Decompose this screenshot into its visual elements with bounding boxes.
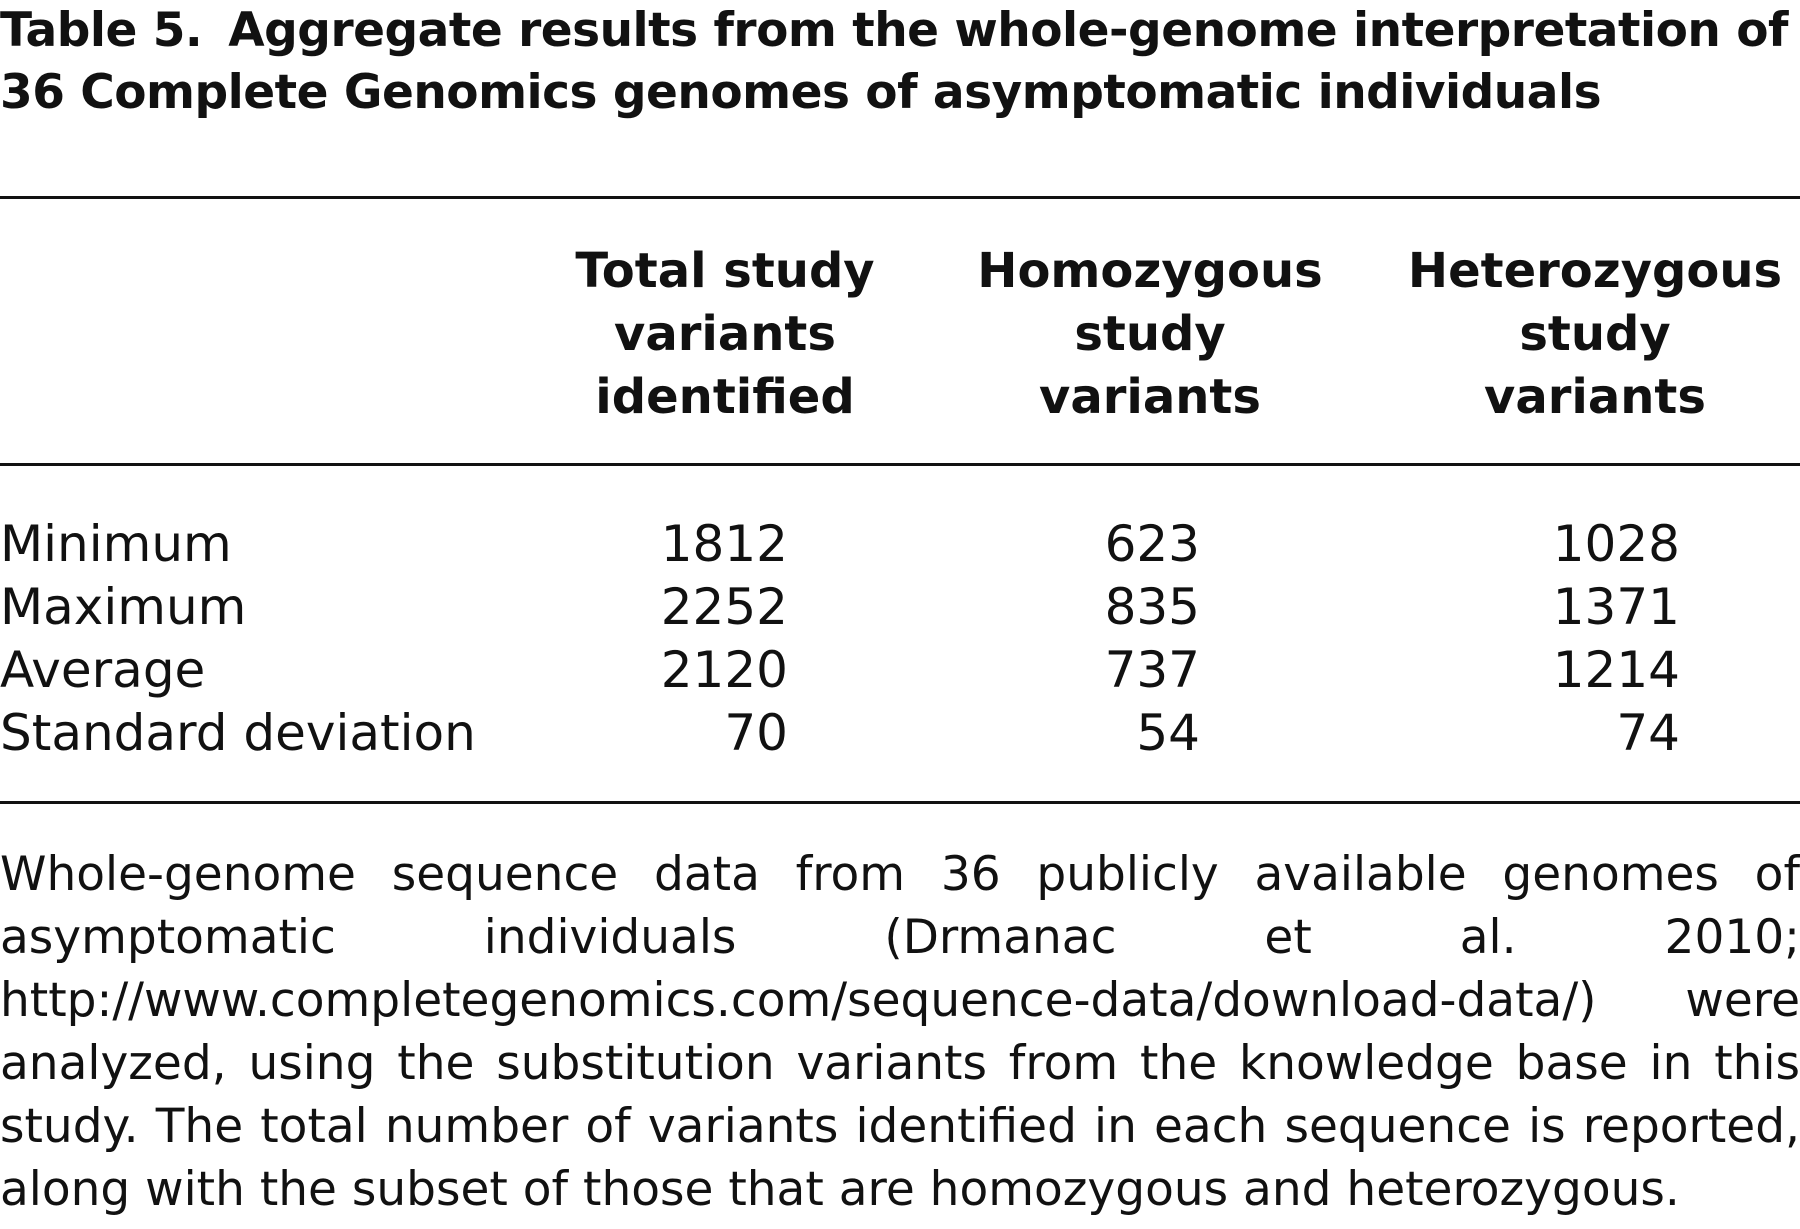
table-caption xyxy=(0,0,1790,124)
cell-homozygous: 835 xyxy=(1104,578,1200,636)
cell-heterozygous: 1371 xyxy=(1552,578,1680,636)
table-caption-text: Aggregate results from the whole-genome interpretation of 36 Complete Genomics genomes of asymptomatic individuals xyxy=(0,3,1788,120)
cell-homozygous: 737 xyxy=(1104,641,1200,699)
cell-heterozygous: 1214 xyxy=(1552,641,1680,699)
cell-heterozygous: 1028 xyxy=(1552,515,1680,573)
column-header-homozygous: Homozygous study variants xyxy=(977,243,1323,425)
cell-homozygous: 623 xyxy=(1104,515,1200,573)
cell-total: 2120 xyxy=(660,641,788,699)
column-header-total: Total study variants identified xyxy=(575,243,875,425)
cell-heterozygous: 74 xyxy=(1616,704,1680,762)
cell-homozygous: 54 xyxy=(1136,704,1200,762)
table-row-minimum xyxy=(0,513,1800,576)
top-rule xyxy=(0,196,1800,199)
row-label: Minimum xyxy=(0,515,232,573)
cell-total: 2252 xyxy=(660,578,788,636)
table-caption-label: Table 5. xyxy=(0,3,203,58)
table-row-standard-deviation xyxy=(0,702,1800,765)
footnote-text: Whole-genome sequence data from 36 publicly available genomes of asymptomatic individuals (Drmanac et al. 2010; http://www.completegenomics.com/sequence-data/download-data/) were analyzed, using the substitution variants from the knowledge base in this study. The total number of variants identified in each sequence is reported, along with the subset of those that are homozygous and heterozygous. xyxy=(0,847,1800,1217)
table-row-maximum xyxy=(0,576,1800,639)
bottom-rule xyxy=(0,801,1800,804)
row-label: Standard deviation xyxy=(0,704,476,762)
table-footnote xyxy=(0,843,1800,1221)
column-header-heterozygous: Heterozygous study variants xyxy=(1407,243,1783,425)
row-label: Maximum xyxy=(0,578,247,636)
row-label: Average xyxy=(0,641,206,699)
cell-total: 70 xyxy=(724,704,788,762)
header-rule xyxy=(0,463,1800,466)
table-row-average xyxy=(0,639,1800,702)
cell-total: 1812 xyxy=(660,515,788,573)
